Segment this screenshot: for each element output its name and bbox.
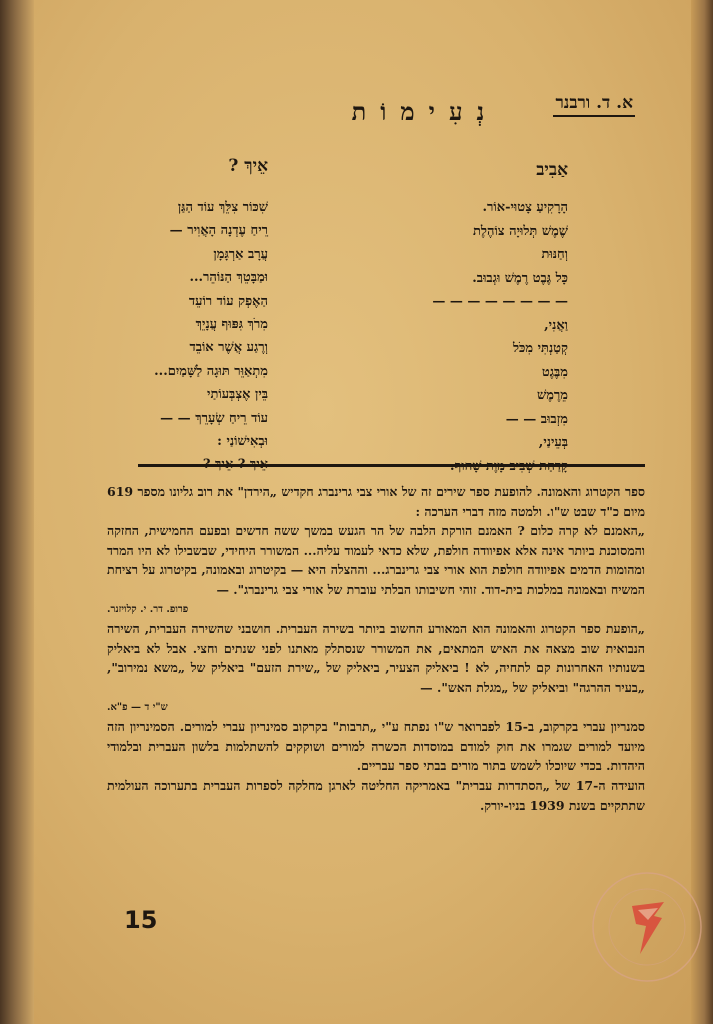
poem-line: הַאֶפְק עוֹד רוֹעֵד [188,293,268,309]
poem-line: בֵּין אֶצְבְּעוֹתַי [207,387,268,403]
library-stamp-icon [588,868,706,986]
note-signature: ש"י ד — פ"א. [107,701,168,713]
poem-line: מִתְאַוֵּר תּוּגָה לַשָּׁמַיִם... [154,363,268,379]
poem-line: הָרָקִיעַ צָטוּי-אוֹר. [482,200,568,215]
notes-section [107,482,645,815]
book-spine [0,0,34,1024]
poem-right-heading: אַבִיב [536,160,568,180]
poem-line: מֵרֶמֶשׁ [536,388,568,403]
poem-line: וְרֶגַע אֲשֶׁר אוֹבֵד [189,340,268,356]
section-divider [138,464,645,467]
poem-line: כָּל גֶּבֶט רֶמֶשׁ וּגְבוּב. [472,270,568,286]
poem-line: בְּעֵינַי, [538,435,568,450]
poem-line: מִרֹךְ גִּפּוּף עֲנָיֵךְ [195,317,268,333]
note-paragraph: „הופעת ספר הקטרוג והאמונה הוא המאורע החשוב ביותר בשירה העברית. חושבני שהשירה העברית, השירה הנבואית שוב מצאה את האיש המתאים, את המשורר שנסתלק מאתנו לפני שנתים וחצי. אבל לא ביאליק בשנותיו האחרונות קם לתחיה, לא ! ביאליק הצעיר, ביאליק של „שירת הזעם" ביאליק של „משא נמירוב", „בעיר ההרגה" וביאליק של „מגלת האש". — [107,621,645,695]
poem-left-heading: אֵיךְ ? [228,156,268,176]
note-paragraph: סמנריון עברי בקרקוב, ב-15 לפברואר ש"ו נפתח ע"י „תרבות" בקרקוב סמינריון עברי למורים. הסמינריון הזה מיועד למורים שגמרו את חוק למודם במוסדות הכשרה למורים ושוקקים להשתלמות בלשון העברית ובלמודי היהדות. בכדי שיוכלו לשמש בתור מורים בבתי ספר עבריים. [107,719,646,774]
poem-line: שֶׁמֶשׁ תְּלוּיָה צוֹהֶלֶת [472,223,568,239]
page-number: 15 [124,906,158,934]
note-paragraph: ספר הקטרוג והאמונה. להופעת ספר שירים זה של אורי צבי גרינברג חקדיש „הירדן" את רוב גליונו מספר 619 מיום כ"ד שבט ש"ו. ולמטה מזה דברי הערכה : [107,484,645,519]
author-name: א. ד. ורבנר [555,93,633,113]
poem-line: רֵיחַ עֶדְנָה הָאֲוִיר — [169,223,268,239]
note-signature: פרופ. דר. י. קלויזנר. [107,603,189,615]
poem-line: מִבֶּגֶט [541,364,568,380]
note-paragraph: „האמנם לא קרה כלום ? האמנם הורקת הלבה של הר הגעש במשך ששה חדשים ובפעם החמישית, החזקה והמסוכנת ביותר אינה אלא אפיוודה חולפת, שלא כדאי לעמוד עליה... המשורר היחידי, שבשבילו לא היו המרד ומהומות הדמים אפיוודה חולפת הוא אורי צבי גרינברג... וההצלה היא — בקיטרוג ובאמונה, בקיטרוג על רציחת המשיח ובאמונה במלכות בית-דוד. זוהי חשיבותו הבלתי עוברת של אורי צבי גרינברג". — [107,523,645,597]
poem-line: קְטַנְתִּי מִכֹּל [512,341,568,356]
poem-line: וּבְאִישׁוֹנַי : [217,434,268,450]
poem-line: עוֹד רֵיחַ שְׂעָרֵךְ — — [160,410,268,426]
poem-left-body [53,196,268,477]
page-title: נְעִימוֹת [351,97,499,126]
poem-line: וַאֲנִי, [544,317,568,333]
poem-right-body [338,196,568,478]
poem-line: עֲרָב אַרְגָּמָן [213,246,268,262]
poem-line: וּמַבָּטֵךְ הַנּוֹהֵר... [189,270,268,286]
poem-line: — — — — — — — — [432,294,568,309]
poem-line: מִזְבוּב — — [505,411,568,427]
poem-line: שִׁכּוֹר צִלֵּךְ עוֹד הַגַּן [177,200,268,215]
poem-line: וְחַנּוּת [541,247,568,262]
author-underline [553,115,635,117]
note-paragraph: הועידה ה-17 של „הסתדרות עברית" באמריקה החליטה לארגן מחלקה לספרות העברית בתערוכה העולמית שתתקיים בשנת 1939 בניו-יורק. [107,777,646,813]
